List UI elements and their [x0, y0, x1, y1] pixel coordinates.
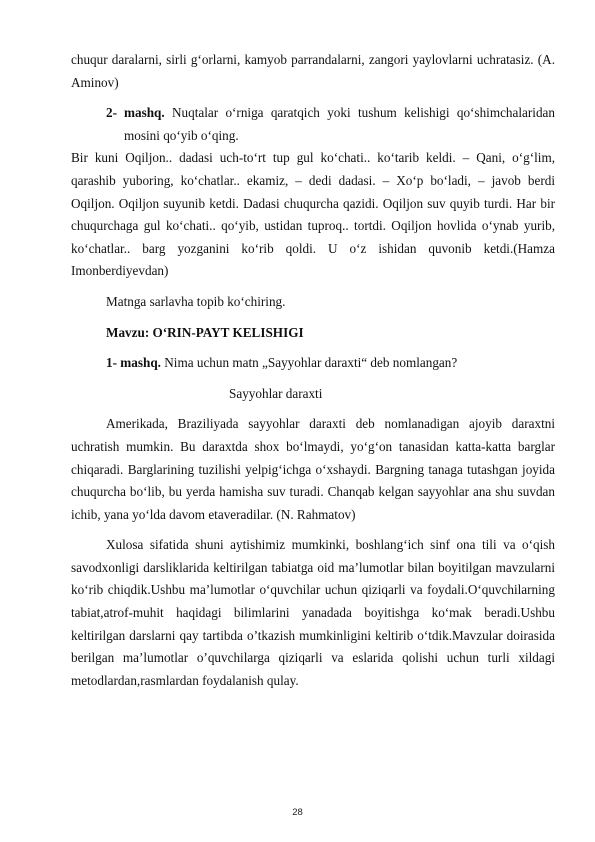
- exercise-2-number: 2-: [106, 105, 117, 121]
- paragraph-continuation: chuqur daralarni, sirli g‘orlarni, kamyob parrandalarni, zangori yaylovlarni uchratasiz. (A. Aminov): [71, 52, 555, 90]
- paragraph-title-task: Matnga sarlavha topib ko‘chiring.: [106, 293, 286, 309]
- paragraph-sayyohlar-daraxti: Amerikada, Braziliyada sayyohlar daraxti deb nomlanadigan ajoyib daraxtni uchratish mumkin. Bu daraxtda shox bo‘lmaydi, yo‘g‘on tanasidan katta-katta barglar chiqaradi. Barglarining tuzilishi yelpig‘ichga o‘xshaydi. Bargning tanaga tutashgan joyida chuqurcha bo‘lib, bu yerda hamisha suv turadi. Chanqab kelgan sayyohlar ana shu suvdan ichib, yana yo‘lda davom etaveradilar. (N. Rahmatov): [71, 416, 555, 522]
- exercise-1-label: 1- mashq.: [106, 355, 161, 371]
- text-title: Sayyohlar daraxti: [229, 385, 323, 401]
- exercise-2-label: mashq.: [124, 105, 165, 121]
- paragraph-oqiljon-story: Bir kuni Oqiljon.. dadasi uch-to‘rt tup gul ko‘chati.. ko‘tarib keldi. – Qani, o‘g‘lim, qarashib yuboring, ko‘chatlar.. ekamiz, – dedi dadasi. – Xo‘p bo‘ladi, – javob berdi Oqiljon. Oqiljon suyunib ketdi. Dadasi chuqurcha qazidi. Oqiljon suv quyib turdi. Har bir chuqurchaga gul ko‘chati.. qo‘yib, ustidan tuproq.. tortdi. Oqiljon hovlida o‘ynab yurib, ko‘chatlar.. barg yozganini ko‘rib qoldi. U o‘z ishidan quvonib ketdi.(Hamza Imonberdiyevdan): [71, 150, 555, 279]
- exercise-1: [71, 352, 555, 375]
- exercise-2-instruction: Nuqtalar o‘rniga qaratqich yoki tushum kelishigi qo‘shimchalaridan mosini qo‘yib o‘qing.: [124, 105, 555, 143]
- page-number: 28: [292, 807, 303, 818]
- paragraph-conclusion: Xulosa sifatida shuni aytishimiz mumkinki, boshlang‘ich sinf ona tili va o‘qish savodxonligi darsliklarida keltirilgan tabiatga oid ma’lumotlar bilan boyitilgan mavzularni ko‘rib chiqdik.Ushbu ma’lumotlar o‘quvchilar uchun qiziqarli va foydali.O‘quvchilarning tabiat,atrof-muhit haqidagi bilimlarini yanadada boyitishga ko‘mak beradi.Ushbu keltirilgan darslarni qay tartibda o’tkazish mumkinligini keltirib o‘tdik.Mavzular doirasida berilgan ma’lumotlar o’quvchilarga qiziqarli va eslarida qolishi uchun turli xildagi metodlardan,rasmlardan foydalanish qulay.: [71, 537, 555, 688]
- exercise-2: [106, 102, 555, 147]
- exercise-2-text: [124, 102, 555, 147]
- document-page: [71, 49, 555, 692]
- topic-heading-text: Mavzu: O‘RIN-PAYT KELISHIGI: [106, 324, 304, 340]
- exercise-1-question: Nima uchun matn „Sayyohlar daraxti“ deb nomlangan?: [160, 355, 458, 371]
- topic-heading: [71, 322, 555, 345]
